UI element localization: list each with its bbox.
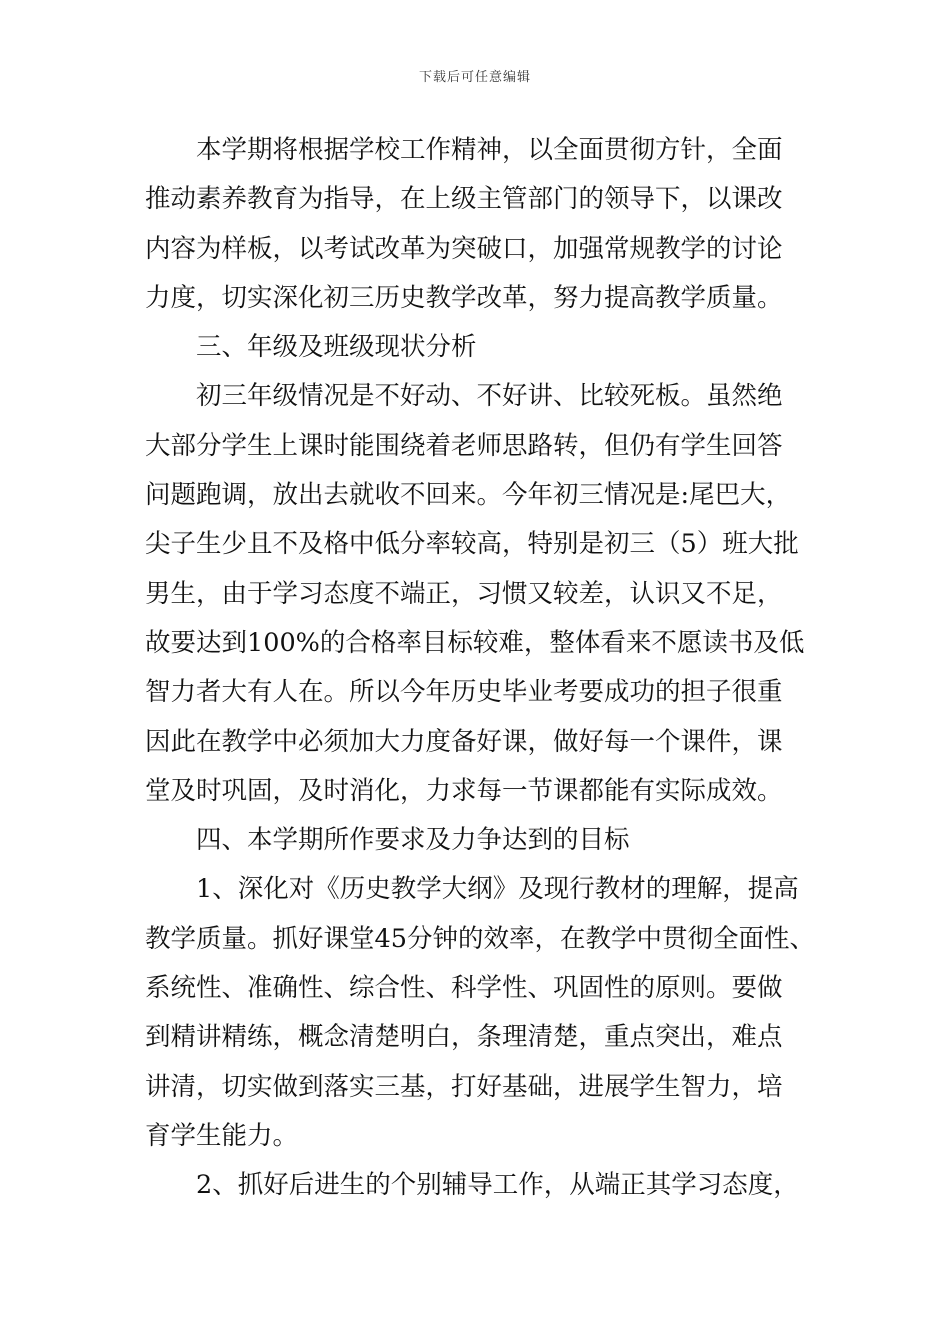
paragraph-line: 智力者大有人在。所以今年历史毕业考要成功的担子很重: [145, 677, 783, 708]
paragraph-line: 男生，由于学习态度不端正，习惯又较差，认识又不足，: [145, 578, 783, 609]
paragraph-line: 本学期将根据学校工作精神，以全面贯彻方针，全面: [196, 135, 783, 165]
paragraph-line: 因此在教学中必须加大力度备好课，做好每一个课件，课: [145, 726, 783, 757]
paragraph-line: 讲清，切实做到落实三基，打好基础，进展学生智力，培: [145, 1071, 783, 1102]
paragraph-line: 到精讲精练，概念清楚明白，条理清楚，重点突出，难点: [145, 1022, 783, 1053]
document-body: [145, 126, 825, 1211]
paragraph-line: 育学生能力。: [145, 1120, 299, 1151]
paragraph-line: 内容为样板，以考试改革为突破口，加强常规教学的讨论: [145, 233, 783, 264]
paragraph-line: 初三年级情况是不好动、不好讲、比较死板。虽然绝: [196, 381, 783, 412]
paragraph-line: 大部分学生上课时能围绕着老师思路转，但仍有学生回答: [145, 430, 783, 461]
paragraph-line: 尖子生少且不及格中低分率较高，特别是初三（5）班大批: [145, 529, 799, 560]
paragraph-line: 力度，切实深化初三历史教学改革，努力提高教学质量。: [145, 282, 783, 313]
paragraph-line: 推动素养教育为指导，在上级主管部门的领导下，以课改: [145, 184, 783, 215]
paragraph-line: 系统性、准确性、综合性、科学性、巩固性的原则。要做: [145, 973, 783, 1004]
page-header: 下载后可任意编辑: [418, 70, 531, 85]
paragraph-line: 堂及时巩固，及时消化，力求每一节课都能有实际成效。: [145, 775, 783, 806]
paragraph-line: 故要达到100%的合格率目标较难，整体看来不愿读书及低: [145, 627, 805, 658]
paragraph-line: 问题跑调，放出去就收不回来。今年初三情况是:尾巴大，: [145, 480, 792, 511]
paragraph-line: 1、深化对《历史教学大纲》及现行教材的理解，提高: [196, 874, 799, 905]
section-heading: 三、年级及班级现状分析: [196, 332, 477, 363]
paragraph-line: 2、抓好后进生的个别辅导工作，从端正其学习态度，: [196, 1170, 799, 1201]
section-heading: 四、本学期所作要求及力争达到的目标: [196, 825, 630, 856]
paragraph-line: 教学质量。抓好课堂45分钟的效率，在教学中贯彻全面性、: [145, 923, 815, 954]
